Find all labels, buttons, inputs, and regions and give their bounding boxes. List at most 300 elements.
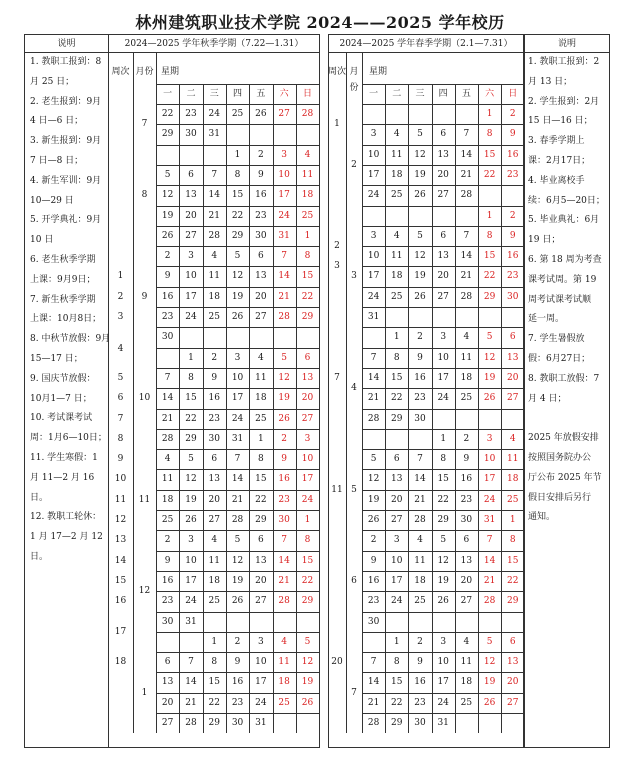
autumn-day-cell: 22 [255, 494, 267, 505]
autumn-day-cell: 21 [278, 575, 290, 586]
autumn-weekday-label: 四 [233, 89, 243, 99]
autumn-day-cell: 29 [255, 515, 267, 525]
spring-day-cell: 26 [414, 291, 426, 302]
autumn-day-cell: 9 [281, 454, 288, 465]
autumn-week-number: 6 [117, 393, 124, 404]
note-line: 月 11—2 月 16 [30, 472, 95, 483]
autumn-day-cell: 14 [231, 474, 244, 485]
spring-day-cell: 27 [507, 697, 519, 708]
spring-day-cell: 19 [437, 575, 449, 586]
autumn-day-cell: 15 [301, 271, 314, 282]
spring-day-cell: 11 [507, 454, 519, 465]
autumn-day-cell: 18 [161, 494, 174, 505]
spring-day-cell: 14 [460, 251, 473, 262]
spring-day-cell: 25 [460, 393, 473, 404]
spring-day-cell: 5 [440, 535, 447, 546]
autumn-weekday-label: 日 [302, 89, 312, 99]
spring-day-cell: 24 [367, 291, 380, 302]
autumn-day-cell: 30 [255, 230, 267, 241]
autumn-day-cell: 16 [161, 575, 174, 586]
spring-day-cell: 25 [507, 494, 519, 505]
spring-day-cell: 1 [486, 109, 493, 119]
spring-day-cell: 10 [483, 454, 496, 465]
autumn-day-cell: 29 [301, 312, 314, 322]
autumn-day-cell: 7 [164, 372, 171, 383]
autumn-day-cell: 1 [188, 352, 194, 363]
autumn-day-cell: 28 [185, 718, 197, 728]
autumn-week-number: 4 [117, 344, 124, 355]
spring-day-cell: 20 [437, 271, 449, 282]
spring-day-cell: 1 [393, 636, 400, 647]
spring-day-cell: 11 [460, 352, 473, 363]
autumn-day-cell: 21 [208, 210, 220, 221]
autumn-day-cell: 2 [234, 636, 241, 647]
autumn-day-cell: 26 [161, 230, 174, 241]
autumn-day-cell: 8 [234, 169, 241, 180]
spring-day-cell: 16 [367, 575, 380, 586]
spring-month-header: 月份 [349, 67, 359, 93]
note-line: 6. 老生秋季学期 [30, 254, 96, 265]
spring-weekday-label: 四 [438, 89, 448, 99]
note-line: 上课：9月9日； [30, 274, 96, 285]
autumn-day-cell: 2 [164, 251, 171, 262]
grid-line [156, 409, 319, 410]
grid-line [156, 551, 319, 552]
grid-line [156, 246, 319, 247]
autumn-day-cell: 7 [211, 169, 218, 180]
autumn-day-cell: 24 [208, 109, 220, 119]
grid-line [362, 145, 523, 146]
spring-day-cell: 29 [391, 413, 403, 424]
spring-day-cell: 20 [460, 575, 473, 586]
note-line: 12. 教职工轮休： [30, 512, 102, 523]
spring-day-cell: 2 [417, 332, 423, 343]
spring-day-cell: 4 [393, 230, 400, 241]
spring-day-cell: 21 [367, 393, 380, 404]
note-line: 上课：10月8日； [30, 314, 102, 325]
note-line: 1. 教职工报到：8 [30, 57, 102, 67]
autumn-day-cell: 20 [301, 393, 314, 404]
autumn-day-cell: 25 [161, 515, 174, 525]
autumn-day-cell: 19 [185, 494, 197, 505]
spring-week-number: 1 [334, 119, 340, 130]
autumn-day-cell: 29 [208, 718, 220, 728]
autumn-day-cell: 15 [185, 393, 197, 404]
autumn-day-cell: 5 [234, 535, 241, 546]
spring-day-cell: 23 [414, 393, 426, 404]
note-line: 10 日 [30, 235, 54, 246]
autumn-day-cell: 16 [161, 291, 174, 302]
right-notes-header: 说明 [557, 39, 576, 49]
autumn-day-cell: 4 [281, 636, 288, 647]
autumn-week-number: 1 [117, 271, 124, 282]
spring-day-cell: 14 [367, 372, 380, 383]
spring-week-number: 2 [334, 240, 340, 251]
autumn-day-cell: 8 [188, 372, 194, 383]
grid-line [156, 429, 319, 430]
grid-line [362, 612, 523, 613]
autumn-day-cell: 24 [185, 596, 197, 607]
autumn-day-cell: 22 [301, 575, 314, 586]
autumn-day-cell: 26 [231, 596, 244, 607]
grid-line [362, 713, 523, 714]
autumn-day-cell: 25 [208, 312, 220, 322]
autumn-day-cell: 30 [161, 332, 174, 343]
autumn-day-cell: 28 [278, 596, 290, 607]
grid-line [362, 348, 523, 349]
spring-day-cell: 18 [391, 169, 403, 180]
autumn-week-number: 11 [114, 494, 127, 505]
grid-line [156, 368, 319, 369]
autumn-day-cell: 23 [208, 413, 220, 424]
spring-day-cell: 30 [414, 413, 426, 424]
spring-day-cell: 5 [417, 129, 423, 140]
spring-day-cell: 23 [460, 494, 473, 505]
note-line: 7 日—8 日； [30, 155, 84, 166]
grid-line [156, 348, 319, 349]
left-notes [30, 53, 110, 568]
note-line: 10. 考试课考试 [30, 413, 93, 424]
spring-day-cell: 23 [507, 169, 519, 180]
spring-day-cell: 9 [370, 555, 377, 566]
autumn-day-cell: 26 [301, 697, 314, 708]
autumn-day-cell: 12 [231, 555, 244, 566]
spring-day-cell: 15 [391, 372, 403, 383]
spring-day-cell: 31 [367, 312, 380, 322]
autumn-day-cell: 2 [281, 433, 288, 444]
spring-day-cell: 5 [417, 230, 423, 241]
spring-day-cell: 17 [437, 677, 449, 688]
autumn-day-cell: 5 [234, 251, 241, 262]
spring-day-cell: 11 [460, 657, 473, 668]
autumn-week-number: 14 [114, 555, 127, 566]
grid-line [156, 490, 319, 491]
autumn-month-label: 7 [141, 119, 148, 130]
note-line: 按照国务院办公 [528, 452, 592, 463]
note-line: 月 4 日； [528, 393, 567, 404]
autumn-day-cell: 27 [278, 109, 290, 119]
autumn-day-cell: 9 [164, 555, 171, 566]
spring-day-cell: 20 [391, 494, 403, 505]
autumn-day-cell: 25 [255, 413, 267, 424]
autumn-day-cell: 9 [234, 657, 241, 668]
grid-line [362, 327, 523, 328]
spring-day-cell: 4 [509, 433, 516, 444]
autumn-day-cell: 14 [278, 555, 290, 566]
note-line: 厅公布 2025 年节 [528, 472, 602, 483]
autumn-day-cell: 17 [255, 677, 267, 688]
spring-day-cell: 20 [507, 677, 519, 688]
spring-day-cell: 24 [367, 190, 380, 201]
grid-line [156, 185, 319, 186]
note-line: 日。 [30, 551, 49, 562]
autumn-week-number: 17 [114, 626, 127, 637]
spring-day-cell: 1 [440, 433, 447, 444]
autumn-day-cell: 4 [164, 454, 171, 465]
autumn-day-cell: 13 [301, 372, 314, 383]
spring-header: 2024—2025 学年春季学期（2.1—7.31） [339, 39, 513, 49]
autumn-day-cell: 26 [185, 515, 197, 525]
autumn-day-cell: 7 [234, 454, 241, 465]
autumn-day-cell: 28 [208, 230, 220, 241]
autumn-day-cell: 17 [278, 190, 290, 201]
spring-day-cell: 12 [483, 657, 496, 668]
note-line: 8. 教职工放假：7 [528, 373, 600, 384]
grid-line [362, 165, 523, 166]
spring-day-cell: 25 [414, 596, 426, 607]
autumn-day-cell: 15 [255, 474, 267, 485]
spring-week-number: 7 [334, 372, 340, 383]
grid-line [362, 551, 523, 552]
grid-line [156, 469, 319, 470]
autumn-day-cell: 25 [208, 596, 220, 607]
note-line: 5. 毕业典礼：6月 [528, 215, 600, 226]
spring-day-cell: 1 [509, 515, 516, 525]
spring-day-cell: 19 [483, 372, 496, 383]
autumn-day-cell: 21 [185, 697, 197, 708]
autumn-day-cell: 29 [301, 596, 314, 607]
autumn-day-cell: 6 [188, 169, 194, 180]
autumn-day-cell: 10 [278, 169, 290, 180]
autumn-day-cell: 11 [278, 657, 290, 668]
spring-day-cell: 13 [507, 352, 519, 363]
autumn-day-cell: 1 [211, 636, 218, 647]
spring-weekday-label: 五 [461, 89, 471, 99]
spring-day-cell: 17 [367, 271, 380, 282]
spring-day-cell: 22 [391, 393, 403, 404]
spring-day-cell: 14 [367, 677, 380, 688]
autumn-day-cell: 21 [231, 494, 244, 505]
spring-day-cell: 31 [437, 718, 449, 728]
autumn-day-cell: 20 [255, 575, 267, 586]
spring-weekday-label: 六 [485, 89, 495, 99]
spring-day-cell: 1 [486, 210, 493, 221]
spring-day-cell: 5 [370, 454, 377, 465]
note-line: 6. 第 18 周为考查 [528, 254, 602, 265]
spring-day-cell: 6 [393, 454, 400, 465]
autumn-day-cell: 4 [257, 352, 264, 363]
autumn-day-cell: 22 [231, 210, 244, 221]
spring-day-cell: 24 [437, 393, 449, 404]
grid-line [156, 652, 319, 653]
autumn-day-cell: 26 [231, 312, 244, 322]
note-line: 4. 新生军训：9月 [30, 175, 102, 186]
autumn-day-cell: 17 [185, 575, 197, 586]
spring-day-cell: 12 [414, 149, 426, 160]
spring-day-cell: 27 [507, 393, 519, 404]
autumn-day-cell: 31 [231, 433, 244, 444]
autumn-day-cell: 13 [208, 474, 220, 485]
autumn-day-cell: 27 [255, 596, 267, 607]
spring-month-label: 5 [351, 484, 357, 495]
autumn-day-cell: 18 [255, 393, 267, 404]
autumn-month-label: 1 [141, 687, 148, 698]
autumn-day-cell: 27 [185, 230, 197, 241]
spring-day-cell: 18 [507, 474, 519, 485]
spring-weekday-title: 星期 [369, 67, 388, 77]
spring-day-cell: 8 [440, 454, 447, 465]
autumn-day-cell: 21 [161, 413, 174, 424]
grid-line [156, 612, 319, 613]
note-line: 延一周。 [528, 314, 565, 325]
autumn-week-number: 15 [114, 575, 127, 586]
spring-weekday-label: 二 [392, 89, 402, 99]
note-line: 1. 教职工报到：2 [528, 57, 600, 67]
autumn-weekday-label: 六 [279, 89, 289, 99]
spring-day-cell: 7 [463, 230, 470, 241]
autumn-day-cell: 11 [301, 169, 314, 180]
spring-day-cell: 2 [417, 636, 423, 647]
autumn-day-cell: 29 [161, 129, 174, 140]
spring-day-cell: 10 [367, 251, 380, 262]
autumn-day-cell: 31 [185, 616, 197, 627]
spring-week-number: 11 [331, 484, 343, 495]
autumn-day-cell: 19 [231, 291, 244, 302]
autumn-day-cell: 16 [278, 474, 290, 485]
note-line: 通知。 [528, 512, 556, 523]
spring-day-cell: 7 [486, 535, 493, 546]
spring-day-cell: 9 [417, 352, 423, 363]
autumn-day-cell: 28 [161, 433, 174, 444]
grid-line [362, 124, 523, 125]
spring-day-cell: 26 [437, 596, 449, 607]
grid-line [362, 409, 523, 410]
autumn-day-cell: 10 [185, 555, 197, 566]
autumn-day-cell: 11 [161, 474, 174, 485]
autumn-day-cell: 9 [257, 169, 264, 180]
autumn-day-cell: 17 [301, 474, 314, 485]
note-line: 11. 学生寒假：1 [30, 452, 98, 463]
note-line: 15—17 日； [30, 353, 83, 364]
autumn-day-cell: 20 [255, 291, 267, 302]
grid-line [156, 713, 319, 714]
grid-line [362, 266, 523, 267]
note-line: 4 日—6 日； [30, 116, 84, 127]
grid-line [156, 510, 319, 511]
spring-week-number: 3 [334, 261, 340, 272]
autumn-day-cell: 3 [188, 535, 194, 546]
autumn-day-cell: 31 [208, 129, 220, 140]
spring-day-cell: 23 [414, 697, 426, 708]
grid-line [156, 226, 319, 227]
spring-day-cell: 26 [367, 515, 380, 525]
spring-day-cell: 20 [507, 372, 519, 383]
spring-day-cell: 30 [367, 616, 380, 627]
autumn-month-label: 10 [138, 393, 151, 404]
grid-line [156, 104, 319, 105]
autumn-day-cell: 3 [257, 636, 264, 647]
autumn-day-cell: 28 [278, 312, 290, 322]
autumn-day-cell: 13 [255, 271, 267, 282]
autumn-month-label: 12 [138, 586, 151, 597]
grid-line [156, 266, 319, 267]
autumn-day-cell: 10 [231, 372, 244, 383]
autumn-day-cell: 23 [161, 596, 174, 607]
autumn-day-cell: 3 [234, 352, 241, 363]
autumn-day-cell: 23 [278, 494, 290, 505]
spring-day-cell: 21 [483, 575, 496, 586]
spring-day-cell: 28 [414, 515, 426, 525]
spring-day-cell: 13 [437, 251, 449, 262]
note-line: 月 25 日； [30, 76, 75, 87]
spring-day-cell: 28 [460, 291, 473, 302]
autumn-day-cell: 8 [257, 454, 264, 465]
grid-line [362, 206, 523, 207]
spring-day-cell: 3 [393, 535, 400, 546]
spring-day-cell: 6 [440, 230, 447, 241]
autumn-day-cell: 6 [211, 454, 218, 465]
grid-line [156, 571, 319, 572]
spring-day-cell: 9 [509, 230, 516, 241]
grid-line [362, 388, 523, 389]
autumn-day-cell: 10 [255, 657, 267, 668]
autumn-day-cell: 26 [255, 109, 267, 119]
autumn-week-header: 周次 [111, 67, 130, 77]
spring-day-cell: 22 [483, 169, 496, 180]
autumn-day-cell: 11 [208, 555, 220, 566]
grid-line [362, 571, 523, 572]
autumn-day-cell: 5 [304, 636, 311, 647]
note-line: 续：6月5—20日； [528, 195, 605, 206]
autumn-day-cell: 8 [304, 251, 311, 262]
note-line: 课考试周。第 19 [528, 274, 597, 285]
autumn-day-cell: 25 [231, 109, 244, 119]
spring-day-cell: 30 [414, 718, 426, 728]
autumn-day-cell: 18 [301, 190, 314, 201]
spring-day-cell: 4 [417, 535, 423, 546]
spring-day-cell: 10 [367, 149, 380, 160]
spring-day-cell: 27 [460, 596, 473, 607]
autumn-day-cell: 18 [208, 575, 220, 586]
note-line: 日。 [30, 492, 49, 503]
spring-weekday-label: 三 [415, 89, 425, 99]
left-notes-header: 说明 [57, 39, 76, 49]
grid-line [156, 206, 319, 207]
spring-day-cell: 17 [367, 169, 380, 180]
spring-day-cell: 18 [391, 271, 403, 282]
spring-day-cell: 15 [483, 251, 496, 262]
spring-day-cell: 7 [370, 352, 377, 363]
spring-day-cell: 26 [414, 190, 426, 201]
grid-line [362, 469, 523, 470]
autumn-day-cell: 15 [208, 677, 220, 688]
autumn-day-cell: 9 [211, 372, 218, 383]
spring-month-label: 2 [351, 159, 357, 170]
grid-line [362, 307, 523, 308]
note-line: 2. 学生报到：2月 [528, 96, 600, 107]
spring-day-cell: 17 [391, 575, 403, 586]
spring-day-cell: 28 [367, 413, 380, 424]
autumn-header: 2024—2025 学年秋季学期（7.22—1.31） [124, 39, 304, 49]
autumn-day-cell: 1 [257, 433, 264, 444]
grid-line [362, 693, 523, 694]
spring-day-cell: 7 [463, 129, 470, 140]
right-notes [528, 53, 605, 528]
autumn-day-cell: 24 [301, 494, 314, 505]
autumn-day-cell: 23 [231, 697, 244, 708]
grid-line [156, 591, 319, 592]
autumn-day-cell: 8 [211, 657, 218, 668]
spring-day-cell: 2 [463, 433, 470, 444]
spring-day-cell: 15 [507, 555, 519, 566]
autumn-day-cell: 2 [164, 535, 171, 546]
spring-day-cell: 6 [440, 129, 447, 140]
spring-day-cell: 12 [414, 251, 426, 262]
spring-day-cell: 25 [391, 291, 403, 302]
autumn-day-cell: 20 [208, 494, 220, 505]
autumn-day-cell: 19 [161, 210, 174, 221]
spring-day-cell: 2 [370, 535, 377, 546]
